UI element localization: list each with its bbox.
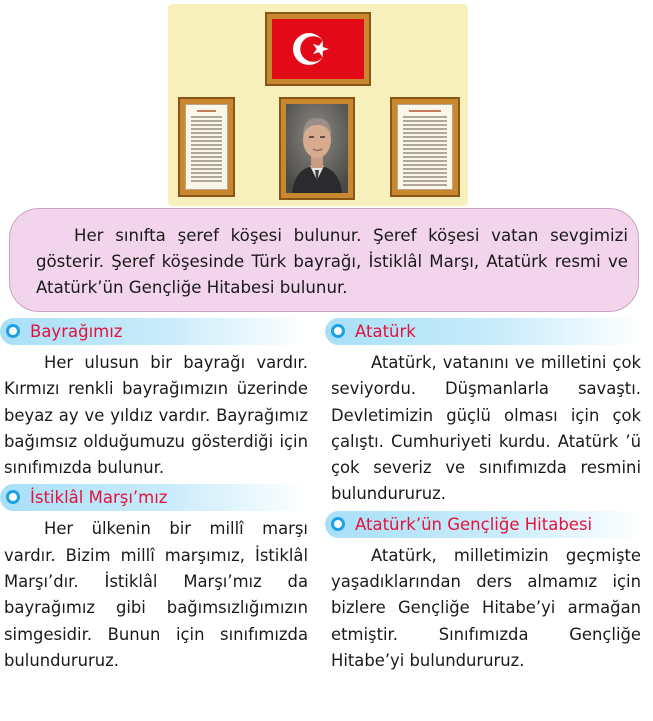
intro-bubble xyxy=(9,208,639,312)
section-text-ataturk: Atatürk, vatanını ve milletini çok seviyordu. Düşmanlarla savaştı. Devletimizin güçlü olması için çok çalıştı. Cumhuriyeti kurdu. Atatürk ’ü çok severiz ve sınıfımızda resmini bulundururuz. xyxy=(331,353,641,504)
circle-bullet-icon xyxy=(6,324,20,338)
intro-text: Her sınıfta şeref köşesi bulunur. Şeref köşesi vatan sevgimizi gösterir. Şeref köşesinde Türk bayrağı, İstiklâl Marşı, Atatürk resmi ve Atatürk’ün Gençliğe Hitabesi bulunur. xyxy=(36,226,628,297)
honor-corner-illustration xyxy=(168,4,468,206)
portrait-frame xyxy=(279,97,355,200)
section-title-flag: Bayrağımız xyxy=(30,322,123,341)
right-column xyxy=(325,318,641,677)
section-header-anthem xyxy=(0,484,308,511)
section-header-ataturk xyxy=(325,318,641,345)
circle-bullet-icon xyxy=(331,324,345,338)
circle-bullet-icon xyxy=(331,517,345,531)
circle-bullet-icon xyxy=(6,490,20,504)
section-header-flag xyxy=(0,318,308,345)
flag-frame xyxy=(265,12,371,86)
left-column xyxy=(0,318,308,677)
section-text-flag: Her ulusun bir bayrağı vardır. Kırmızı renkli bayrağımızın üzerinde beyaz ay ve yıldız vardır. Bayrağımız bağımsız olduğumuzu gösterdiği için sınıfımızda bulunur. xyxy=(4,353,308,478)
anthem-document-frame xyxy=(178,97,235,197)
section-title-ataturk: Atatürk xyxy=(355,322,416,341)
section-title-anthem: İstiklâl Marşı’mız xyxy=(30,488,168,508)
address-document-frame xyxy=(390,97,460,197)
section-text-address: Atatürk, milletimizin geçmişte yaşadıklarından ders almamız için bizlere Gençliğe Hitabe’yi armağan etmiştir. Sınıfımızda Gençliğe Hitabe’yi bulundururuz. xyxy=(331,545,641,670)
section-title-address: Atatürk’ün Gençliğe Hitabesi xyxy=(355,514,593,534)
turkish-flag-icon xyxy=(272,19,364,79)
anthem-document-icon xyxy=(185,104,228,190)
address-document-icon xyxy=(397,104,453,190)
ataturk-portrait-icon xyxy=(286,104,348,193)
section-header-address xyxy=(325,511,641,538)
section-text-anthem: Her ülkenin bir millî marşı vardır. Bizim millî marşımız, İstiklâl Marşı’dır. İstiklâl Marşı’mız da bayrağımız gibi bağımsızlığımızın simgesidir. Bunun için sınıfımızda bulundururuz. xyxy=(4,519,308,670)
